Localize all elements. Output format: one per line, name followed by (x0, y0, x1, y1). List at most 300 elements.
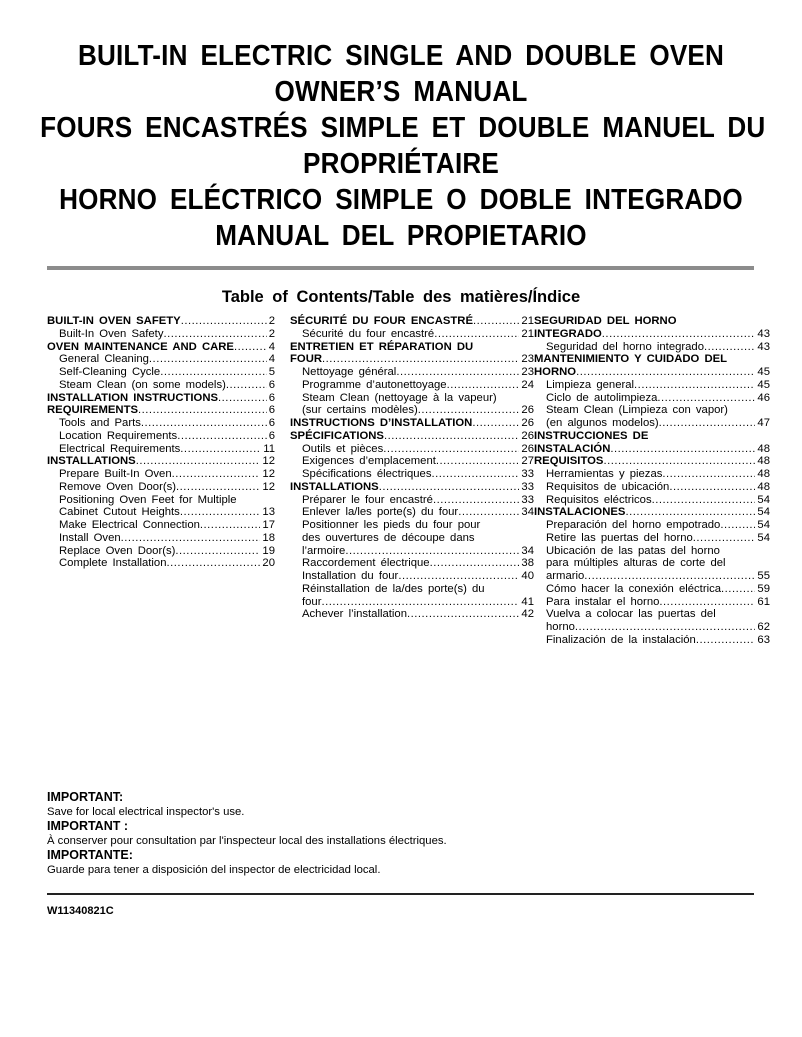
toc-leader-dots (398, 570, 519, 583)
toc-leader-dots (345, 545, 519, 558)
toc-entry[interactable] (290, 443, 534, 456)
toc-leader-dots (603, 455, 755, 468)
title-line-spanish-1: HORNO ELÉCTRICO SIMPLE O DOBLE INTEGRADO (59, 184, 743, 216)
toc-entry-line (534, 634, 770, 647)
toc-entry[interactable] (47, 494, 275, 520)
toc-page-number: 17 (262, 519, 275, 531)
toc-entry-text: Installation du four (302, 570, 399, 582)
toc-leader-dots (322, 353, 519, 366)
toc-page-number: 48 (757, 468, 770, 480)
toc-leader-dots (383, 443, 519, 456)
toc-leader-dots (659, 596, 755, 609)
toc-entry-text-continued: Cabinet Cutout Heights (59, 506, 180, 519)
toc-page-number: 45 (757, 378, 770, 391)
toc-entry-line (47, 341, 275, 354)
toc-entry-line (534, 506, 770, 519)
toc-column-french (290, 315, 534, 621)
toc-entry-text: Retire las puertas del horno (546, 531, 693, 544)
toc-entry[interactable] (534, 545, 770, 583)
toc-entry[interactable] (47, 328, 275, 341)
toc-page-number: 45 (757, 366, 770, 378)
toc-entry[interactable] (290, 570, 534, 583)
toc-entry[interactable] (534, 634, 770, 647)
toc-page-number: 6 (268, 429, 275, 442)
toc-entry-text: Réinstallation de la/des porte(s) du (302, 582, 485, 595)
title-line-french-1: FOURS ENCASTRÉS SIMPLE ET DOUBLE MANUEL DU (40, 112, 766, 144)
toc-entry[interactable] (290, 481, 534, 494)
toc-page-number: 33 (521, 468, 534, 480)
toc-entry-text: SEGURIDAD DEL HORNO (534, 315, 677, 327)
toc-leader-dots (218, 392, 267, 405)
toc-entry-text: Built-In Oven Safety (59, 327, 164, 340)
toc-entry-line (534, 532, 770, 545)
toc-entry-text: General Cleaning (59, 353, 149, 366)
toc-entry[interactable] (47, 430, 275, 443)
toc-leader-dots (175, 545, 260, 558)
toc-entry-text: Steam Clean (on some models) (59, 378, 226, 391)
toc-entry-text: Positioning Oven Feet for Multiple (59, 493, 237, 506)
toc-entry[interactable] (534, 455, 770, 468)
toc-entry[interactable] (290, 315, 534, 328)
toc-entry-line (290, 455, 534, 468)
toc-entry-line (534, 455, 770, 468)
toc-entry-line (290, 328, 534, 341)
toc-entry-text: REQUIREMENTS (47, 404, 139, 417)
toc-entry-text: SÉCURITÉ DU FOUR ENCASTRÉ (290, 315, 473, 327)
toc-leader-dots (180, 506, 261, 519)
toc-page-number: 54 (757, 493, 770, 506)
toc-entry-line (47, 519, 275, 532)
toc-entry-text: Préparer le four encastré (302, 493, 433, 506)
toc-page-number: 2 (268, 327, 275, 340)
toc-leader-dots (136, 455, 261, 468)
toc-leader-dots (575, 621, 756, 634)
toc-leader-dots (200, 519, 261, 532)
toc-entry[interactable] (534, 430, 770, 456)
toc-entry[interactable] (47, 315, 275, 328)
toc-leader-dots (433, 494, 519, 507)
important-label-french: IMPORTANT : (47, 819, 129, 833)
toc-entry-text: Programme d’autonettoyage (302, 378, 447, 391)
toc-leader-dots (662, 468, 755, 481)
toc-entry[interactable] (534, 532, 770, 545)
toc-entry-line (290, 379, 534, 392)
toc-entry[interactable] (290, 417, 534, 430)
toc-heading: Table of Contents/Table des matières/Índice (221, 288, 581, 306)
toc-leader-dots (163, 328, 266, 341)
toc-entry[interactable] (290, 519, 534, 557)
toc-entry-line (534, 417, 770, 430)
toc-entry-line (534, 570, 770, 583)
toc-entry-text-continued: horno (546, 621, 575, 633)
toc-entry-line (47, 430, 275, 443)
toc-entry-text: ENTRETIEN ET RÉPARATION DU (290, 340, 474, 353)
toc-entry-text: Preparación del horno empotrado (546, 519, 721, 531)
toc-leader-dots (431, 468, 519, 481)
toc-page-number: 33 (521, 493, 534, 506)
toc-leader-dots (149, 353, 267, 366)
toc-entry[interactable] (47, 366, 275, 379)
toc-entry[interactable] (290, 341, 534, 367)
toc-leader-dots (669, 481, 755, 494)
toc-entry-line (47, 353, 275, 366)
toc-entry-text-continued: INSTALACIÓN (534, 442, 611, 455)
toc-page-number: 23 (521, 366, 534, 378)
toc-page-number: 34 (521, 506, 534, 519)
toc-entry-text-continued: HORNO (534, 366, 577, 378)
toc-entry-text: INSTALLATION INSTRUCTIONS (47, 391, 219, 404)
toc-entry[interactable] (290, 506, 534, 519)
toc-entry-line (47, 545, 275, 558)
toc-page-number: 46 (757, 391, 770, 404)
title-line-spanish-2: MANUAL DEL PROPIETARIO (215, 220, 587, 252)
toc-page-number: 27 (521, 455, 534, 468)
toc-entry-text: Positionner les pieds du four pour (302, 519, 481, 531)
toc-entry-line (534, 583, 770, 596)
toc-page-number: 13 (262, 506, 275, 519)
toc-leader-dots (418, 404, 520, 417)
toc-entry[interactable] (534, 596, 770, 609)
toc-entry-text: Outils et pièces (302, 442, 384, 455)
toc-entry[interactable] (290, 468, 534, 481)
toc-page-number: 5 (268, 366, 275, 378)
toc-entry[interactable] (290, 557, 534, 570)
toc-entry-line (534, 392, 770, 405)
toc-entry-line (47, 481, 275, 494)
toc-leader-dots (160, 366, 266, 379)
toc-leader-dots (696, 634, 756, 647)
toc-entry-text: Para instalar el horno (546, 595, 660, 608)
toc-entry-text: Seguridad del horno integrado (546, 340, 704, 353)
toc-leader-dots (720, 519, 755, 532)
toc-entry-line (534, 443, 770, 456)
toc-entry-text: Remove Oven Door(s) (59, 480, 177, 493)
toc-entry-text-continued: des ouvertures de découpe dans (302, 531, 475, 544)
toc-entry-text: Steam Clean (Limpieza con vapor) (546, 404, 728, 417)
title-line-english-1: BUILT-IN ELECTRIC SINGLE AND DOUBLE OVEN (77, 40, 725, 72)
toc-entry-line (47, 468, 275, 481)
toc-entry-line (47, 417, 275, 430)
toc-leader-dots (141, 417, 267, 430)
toc-entry-line (290, 353, 534, 366)
toc-entry-line (47, 366, 275, 379)
toc-entry-line (47, 506, 275, 519)
toc-leader-dots (181, 315, 267, 328)
toc-page-number: 11 (263, 442, 275, 455)
toc-entry-line (290, 366, 534, 379)
toc-entry[interactable] (290, 583, 534, 609)
toc-entry[interactable] (47, 468, 275, 481)
toc-page-number: 48 (757, 442, 770, 455)
toc-entry[interactable] (47, 557, 275, 570)
toc-entry[interactable] (290, 328, 534, 341)
toc-leader-dots (396, 366, 519, 379)
toc-entry[interactable] (534, 379, 770, 392)
document-title (40, 38, 766, 254)
toc-entry[interactable] (47, 353, 275, 366)
toc-entry[interactable] (534, 506, 770, 519)
toc-entry-text: OVEN MAINTENANCE AND CARE (47, 340, 234, 353)
toc-entry-line (47, 557, 275, 570)
toc-entry-line (47, 404, 275, 417)
toc-page-number: 26 (521, 404, 534, 417)
toc-page-number: 54 (757, 506, 770, 519)
toc-column-english (47, 315, 275, 570)
toc-page-number: 26 (521, 442, 534, 455)
toc-entry-line (534, 366, 770, 379)
toc-page-number: 26 (521, 429, 534, 442)
toc-leader-dots (172, 468, 261, 481)
toc-entry-text: Ubicación de las patas del horno (546, 544, 720, 557)
toc-entry-text-continued: armario (546, 570, 585, 582)
toc-entry-text: Finalización de la instalación (546, 633, 696, 646)
toc-page-number: 6 (268, 404, 275, 417)
toc-page-number: 21 (521, 315, 534, 327)
toc-entry[interactable] (534, 583, 770, 596)
toc-entry[interactable] (534, 341, 770, 354)
toc-entry-text-continued: INTEGRADO (534, 327, 602, 340)
toc-entry-line (534, 519, 770, 532)
toc-page-number: 6 (268, 417, 275, 429)
toc-entry-text: INSTRUCCIONES DE (534, 429, 649, 442)
toc-entry-text: INSTALACIONES (534, 506, 626, 519)
toc-page-number: 61 (757, 595, 770, 608)
toc-page-number: 43 (757, 340, 770, 353)
toc-entry[interactable] (47, 545, 275, 558)
toc-entry-line (290, 404, 534, 417)
toc-entry[interactable] (47, 404, 275, 417)
toc-entry-line (534, 621, 770, 634)
toc-entry[interactable] (47, 417, 275, 430)
toc-entry-line (290, 596, 534, 609)
toc-entry-line (47, 455, 275, 468)
toc-entry[interactable] (47, 519, 275, 532)
toc-entry-text: Complete Installation (59, 557, 167, 570)
toc-page-number: 20 (262, 557, 275, 570)
toc-entry-text: Requisitos de ubicación (546, 480, 670, 493)
toc-entry-line (290, 443, 534, 456)
toc-entry-text: Raccordement électrique (302, 557, 430, 570)
document-number: W11340821C (47, 905, 114, 917)
toc-entry[interactable] (47, 392, 275, 405)
toc-leader-dots (447, 379, 520, 392)
toc-leader-dots (657, 392, 755, 405)
toc-entry[interactable] (534, 315, 770, 341)
toc-entry[interactable] (534, 481, 770, 494)
toc-entry-text: Make Electrical Connection (59, 519, 200, 531)
toc-page-number: 12 (262, 480, 275, 493)
toc-entry-text: Vuelva a colocar las puertas del (546, 608, 716, 621)
toc-entry-line (290, 545, 534, 558)
toc-leader-dots (576, 366, 755, 379)
toc-entry[interactable] (534, 494, 770, 507)
toc-entry-text-continued: l’armoire (302, 544, 346, 557)
toc-leader-dots (693, 532, 756, 545)
toc-entry[interactable] (534, 519, 770, 532)
toc-entry-text: INSTALLATIONS (47, 455, 136, 468)
toc-page-number: 38 (521, 557, 534, 570)
toc-leader-dots (634, 379, 755, 392)
toc-entry-text: INSTRUCTIONS D’INSTALLATION (290, 417, 473, 429)
toc-page-number: 19 (262, 544, 275, 557)
toc-page-number: 55 (757, 570, 770, 582)
toc-entry-line (534, 468, 770, 481)
toc-entry[interactable] (290, 430, 534, 443)
toc-page-number: 4 (268, 353, 275, 366)
toc-page-number: 2 (268, 315, 275, 327)
toc-entry-text: Achever l’installation (302, 608, 407, 621)
toc-entry-text: SPÉCIFICATIONS (290, 429, 384, 442)
important-body-english: Save for local electrical inspector's use. (47, 806, 245, 818)
toc-entry-text: INSTALLATIONS (290, 480, 379, 493)
important-label-spanish: IMPORTANTE: (47, 848, 133, 862)
toc-page-number: 34 (521, 544, 534, 557)
toc-page-number: 12 (262, 455, 275, 468)
toc-entry-line (290, 608, 534, 621)
toc-leader-dots (602, 328, 756, 341)
toc-entry-text-continued: (sur certains modèles) (302, 404, 418, 417)
toc-leader-dots (721, 583, 755, 596)
toc-entry[interactable] (534, 392, 770, 405)
toc-entry-text: Enlever la/les porte(s) du four (302, 506, 459, 519)
toc-page-number: 18 (262, 531, 275, 544)
toc-leader-dots (121, 532, 261, 545)
toc-entry-line (47, 379, 275, 392)
toc-page-number: 24 (521, 378, 534, 391)
toc-entry-text: Tools and Parts (59, 417, 141, 429)
toc-entry[interactable] (47, 532, 275, 545)
toc-entry[interactable] (290, 494, 534, 507)
toc-entry-text: Exigences d’emplacement (302, 455, 436, 468)
toc-entry-line (47, 532, 275, 545)
toc-entry-line (290, 430, 534, 443)
toc-entry[interactable] (534, 404, 770, 430)
toc-leader-dots (625, 506, 755, 519)
toc-entry[interactable] (47, 341, 275, 354)
toc-leader-dots (167, 557, 261, 570)
toc-entry-text: Limpieza general (546, 378, 635, 391)
toc-entry-text: MANTENIMIENTO Y CUIDADO DEL (534, 353, 728, 366)
important-body-spanish: Guarde para tener a disposición del inspector de electricidad local. (47, 864, 381, 876)
toc-page-number: 12 (262, 468, 275, 480)
toc-entry-text: Herramientas y piezas (546, 468, 663, 480)
toc-entry-text: BUILT-IN OVEN SAFETY (47, 315, 181, 327)
toc-entry-line (534, 494, 770, 507)
important-body-french: À conserver pour consultation par l'inspecteur local des installations électriques. (47, 835, 447, 847)
toc-leader-dots (138, 404, 267, 417)
toc-entry-line (290, 557, 534, 570)
toc-entry-text: Self-Cleaning Cycle (59, 366, 161, 378)
toc-entry-line (534, 341, 770, 354)
toc-leader-dots (434, 328, 519, 341)
toc-entry[interactable] (290, 379, 534, 392)
toc-entry-text: Replace Oven Door(s) (59, 544, 176, 557)
toc-entry[interactable] (47, 443, 275, 456)
toc-page-number: 21 (521, 327, 534, 340)
toc-entry-text: Nettoyage général (302, 366, 397, 378)
toc-entry-line (290, 417, 534, 430)
toc-leader-dots (704, 341, 755, 354)
toc-page-number: 62 (757, 621, 770, 633)
toc-entry-line (290, 570, 534, 583)
toc-leader-dots (458, 506, 519, 519)
toc-entry-line (290, 494, 534, 507)
toc-leader-dots (652, 494, 756, 507)
toc-column-spanish (534, 315, 770, 647)
toc-leader-dots (234, 341, 267, 354)
important-label-english: IMPORTANT: (47, 790, 124, 804)
toc-leader-dots (430, 557, 520, 570)
toc-leader-dots (436, 455, 520, 468)
toc-page-number: 48 (757, 455, 770, 468)
toc-entry[interactable] (47, 481, 275, 494)
toc-entry-text: Requisitos eléctricos (546, 493, 652, 506)
toc-page-number: 59 (757, 582, 770, 595)
footer-divider (47, 893, 754, 895)
toc-page-number: 6 (268, 378, 275, 391)
toc-leader-dots (610, 443, 755, 456)
toc-leader-dots (473, 315, 519, 328)
toc-leader-dots (176, 481, 260, 494)
toc-entry[interactable] (290, 455, 534, 468)
toc-page-number: 6 (268, 391, 275, 404)
toc-entry-text: Install Oven (59, 531, 121, 544)
toc-entry[interactable] (534, 608, 770, 634)
toc-entry-text: Steam Clean (nettoyage à la vapeur) (302, 391, 497, 404)
toc-page-number: 43 (757, 327, 770, 340)
toc-entry-text: Sécurité du four encastré (302, 327, 435, 340)
toc-leader-dots (384, 430, 519, 443)
toc-entry-text-continued: (en algunos modelos) (546, 417, 659, 429)
toc-entry[interactable] (290, 392, 534, 418)
toc-entry-line (47, 443, 275, 456)
toc-leader-dots (180, 443, 261, 456)
toc-page-number: 4 (268, 340, 275, 353)
toc-leader-dots (379, 481, 520, 494)
toc-entry-line (47, 392, 275, 405)
toc-entry-line (290, 315, 534, 328)
important-notices (47, 790, 447, 877)
toc-entry-text-continued: FOUR (290, 353, 323, 366)
toc-page-number: 54 (757, 519, 770, 531)
toc-entry-text: Electrical Requirements (59, 442, 181, 455)
toc-entry-line (534, 328, 770, 341)
toc-entry-line (47, 328, 275, 341)
toc-entry-text: Prepare Built-In Oven (59, 468, 172, 480)
toc-leader-dots (177, 430, 267, 443)
title-line-french-2: PROPRIÉTAIRE (302, 148, 500, 180)
toc-entry-line (534, 596, 770, 609)
toc-leader-dots (321, 596, 519, 609)
toc-page-number: 63 (757, 633, 770, 646)
toc-entry[interactable] (47, 455, 275, 468)
title-line-english-2: OWNER’S MANUAL (274, 76, 528, 108)
toc-entry-line (290, 506, 534, 519)
toc-entry[interactable] (47, 379, 275, 392)
toc-entry[interactable] (290, 608, 534, 621)
toc-entry[interactable] (534, 468, 770, 481)
toc-page-number: 48 (757, 480, 770, 493)
toc-entry[interactable] (290, 366, 534, 379)
toc-entry-text: Location Requirements (59, 429, 178, 442)
toc-entry-line (290, 481, 534, 494)
toc-leader-dots (226, 379, 267, 392)
toc-page-number: 42 (521, 608, 534, 621)
toc-entry-line (290, 468, 534, 481)
toc-entry-text: Ciclo de autolimpieza (546, 391, 658, 404)
toc-entry-text: Spécifications électriques (302, 468, 432, 480)
toc-entry[interactable] (534, 353, 770, 379)
